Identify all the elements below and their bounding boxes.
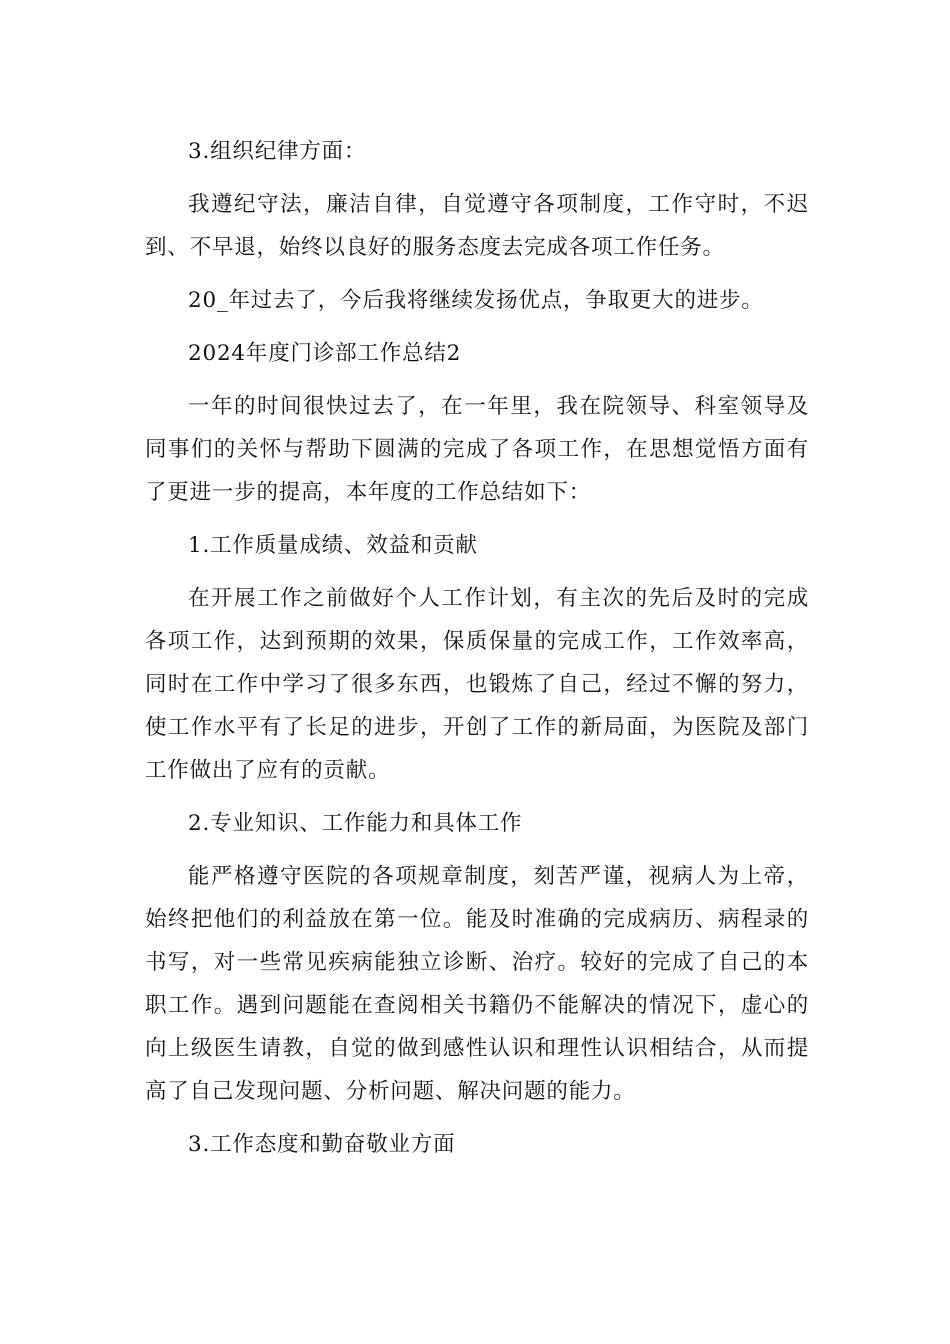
paragraph-gap — [145, 567, 809, 577]
paragraph-gap — [145, 845, 809, 855]
section-heading-quality: 1.工作质量成绩、效益和贡献 — [188, 533, 478, 558]
document-body — [145, 130, 809, 1166]
paragraph-intro: 一年的时间很快过去了，在一年里，我在院领导、科室领导及同事们的关怀与帮助下圆满的完成了各项工作，在思想觉悟方面有了更进一步的提高，本年度的工作总结如下： — [145, 394, 809, 505]
paragraph-gap — [145, 375, 809, 385]
paragraph-discipline: 我遵纪守法，廉洁自律，自觉遵守各项制度，工作守时，不迟到、不早退，始终以良好的服务态度去完成各项工作任务。 — [145, 192, 809, 260]
paragraph-quality: 在开展工作之前做好个人工作计划，有主次的先后及时的完成各项工作，达到预期的效果，保质保量的完成工作，工作效率高，同时在工作中学习了很多东西，也锻炼了自己，经过不懈的努力，使工作水平有了长足的进步，开创了工作的新局面，为医院及部门工作做出了应有的贡献。 — [145, 586, 809, 783]
section-heading-discipline: 3.组织纪律方面： — [188, 139, 367, 164]
document-title: 2024年度门诊部工作总结2 — [188, 341, 462, 366]
paragraph-gap — [145, 322, 809, 332]
paragraph-gap — [145, 1113, 809, 1123]
paragraph-gap — [145, 173, 809, 183]
paragraph-gap — [145, 514, 809, 524]
paragraph-gap — [145, 269, 809, 279]
paragraph-knowledge: 能严格遵守医院的各项规章制度，刻苦严谨，视病人为上帝，始终把他们的利益放在第一位。能及时准确的完成病历、病程录的书写，对一些常见疾病能独立诊断、治疗。较好的完成了自己的本职工作。遇到问题能在查阅相关书籍仍不能解决的情况下，虚心的向上级医生请教，自觉的做到感性认识和理性认识相结合，从而提高了自己发现问题、分析问题、解决问题的能力。 — [145, 864, 809, 1104]
section-heading-attitude: 3.工作态度和勤奋敬业方面 — [188, 1132, 456, 1157]
paragraph-gap — [145, 792, 809, 802]
paragraph-closing: 20_年过去了，今后我将继续发扬优点，争取更大的进步。 — [188, 288, 764, 313]
section-heading-knowledge: 2.专业知识、工作能力和具体工作 — [188, 811, 523, 836]
